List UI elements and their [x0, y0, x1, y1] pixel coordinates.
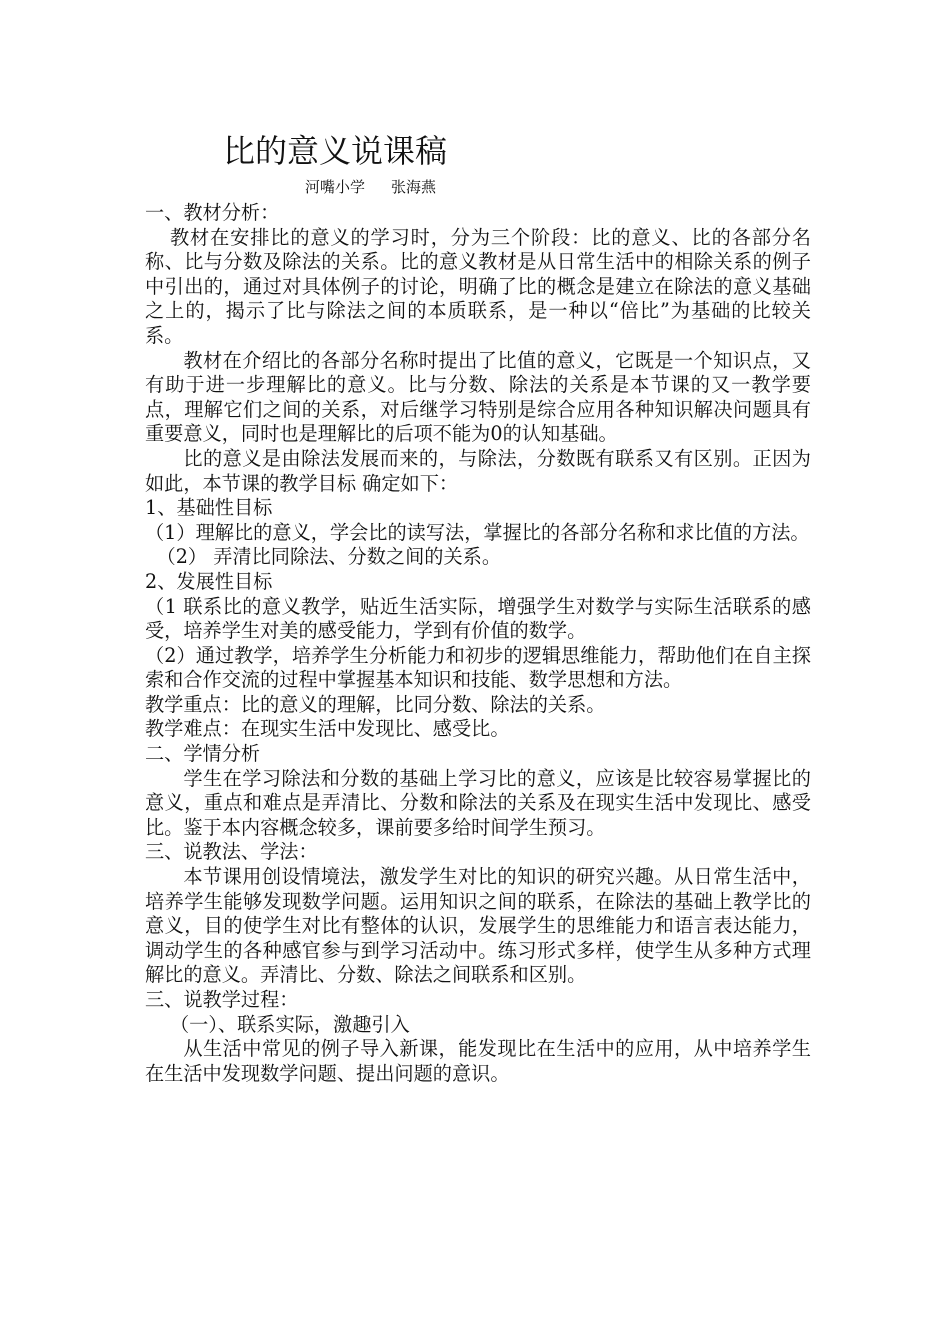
paragraph: 从生活中常见的例子导入新课，能发现比在生活中的应用，从中培养学生在生活中发现数学问题、提出问题的意识。	[145, 1037, 811, 1085]
section-heading-2: 二、学情分析	[145, 742, 261, 766]
list-item: （2） 弄清比同除法、分数之间的关系。	[156, 545, 502, 569]
section-heading-1: 一、教材分析：	[145, 201, 280, 224]
list-item: （1）理解比的意义，学会比的读写法，掌握比的各部分名称和求比值的方法。	[145, 520, 810, 544]
paragraph: 教材在安排比的意义的学习时，分为三个阶段：比的意义、比的各部分名称、比与分数及除法的关系。比的意义教材是从日常生活中的相除关系的例子中引出的，通过对具体例子的讨论，明确了比的概念是建立在除法的意义基础之上的，揭示了比与除法之间的本质联系，是一种以“倍比”为基础的比较关系。	[145, 225, 811, 347]
author-name: 张海燕	[391, 178, 437, 196]
paragraph: 学生在学习除法和分数的基础上学习比的意义，应该是比较容易掌握比的意义，重点和难点是弄清比、分数和除法的关系及在现实生活中发现比、感受比。鉴于本内容概念较多，课前要多给时间学生预习。	[145, 766, 811, 839]
document-body	[145, 201, 811, 1086]
list-item: （2）通过教学，培养学生分析能力和初步的逻辑思维能力，帮助他们在自主探索和合作交流的过程中掌握基本知识和技能、数学思想和方法。	[145, 643, 811, 692]
paragraph: 本节课用创设情境法，激发学生对比的知识的研究兴趣。从日常生活中，培养学生能够发现数学问题。运用知识之间的联系，在除法的基础上教学比的意义，目的使学生对比有整体的认识，发展学生的思维能力和语言表达能力，调动学生的各种感官参与到学习活动中。练习形式多样，使学生从多种方式理解比的意义。弄清比、分数、除法之间联系和区别。	[145, 865, 811, 987]
school-name: 河嘴小学	[305, 178, 366, 196]
author-line	[305, 176, 436, 198]
list-item: （1 联系比的意义教学，贴近生活实际，增强学生对数学与实际生活联系的感受，培养学生对美的感受能力，学到有价值的数学。	[145, 594, 811, 643]
difficult-point: 教学难点：在现实生活中发现比、感受比。	[145, 717, 510, 741]
document-title: 比的意义说课稿	[223, 132, 448, 170]
subheading: 2、发展性目标	[145, 569, 273, 593]
key-point: 教学重点：比的意义的理解，比同分数、除法的关系。	[145, 692, 606, 716]
section-heading-3: 三、说教法、学法：	[145, 840, 318, 864]
section-heading-4: 三、说教学过程：	[145, 988, 299, 1011]
subheading: 1、基础性目标	[145, 496, 273, 520]
subheading: （一）、联系实际，激趣引入	[169, 1012, 410, 1036]
paragraph: 教材在介绍比的各部分名称时提出了比值的意义，它既是一个知识点，又有助于进一步理解比的意义。比与分数、除法的关系是本节课的又一教学要点，理解它们之间的关系，对后继学习特别是综合应用各种知识解决问题具有重要意义，同时也是理解比的后项不能为0的认知基础。	[145, 348, 811, 446]
paragraph: 比的意义是由除法发展而来的，与除法，分数既有联系又有区别。正因为如此，本节课的教学目标 确定如下：	[145, 446, 811, 495]
